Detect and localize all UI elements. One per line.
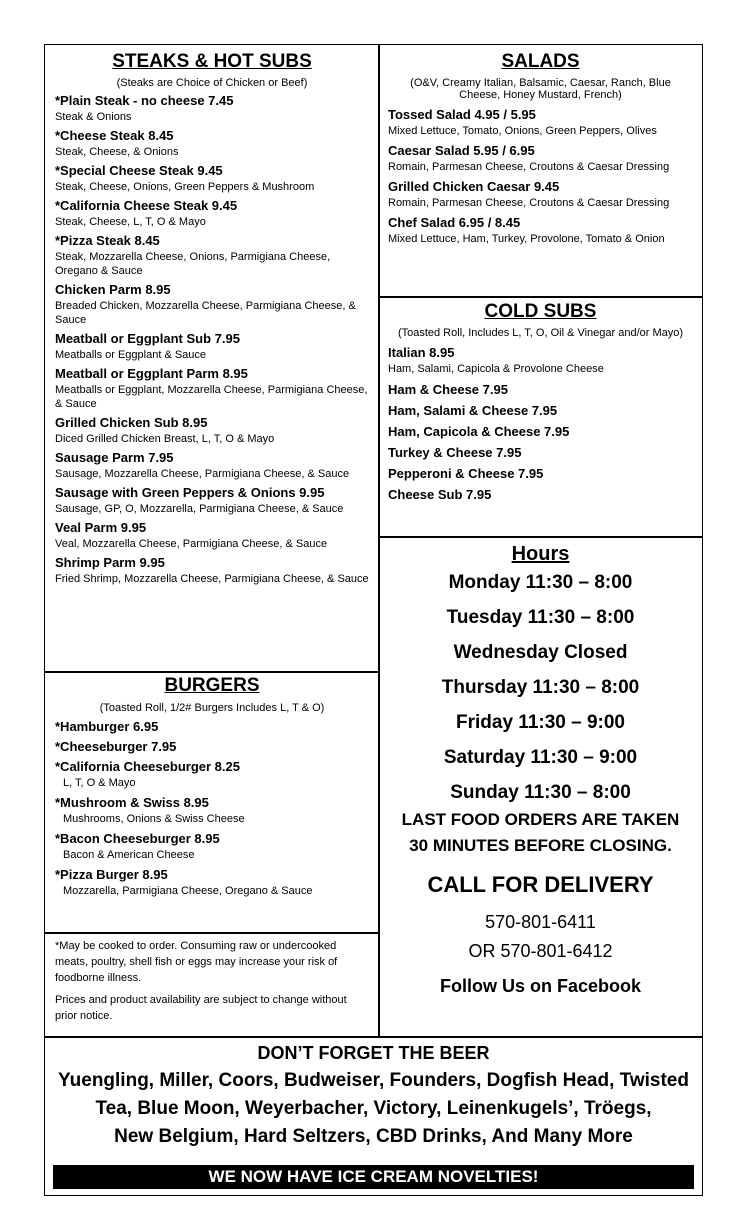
menu-item-description: Mixed Lettuce, Tomato, Onions, Green Peppers, Olives (388, 125, 657, 137)
hours-section (378, 536, 703, 1038)
cold-subs-note: (Toasted Roll, Includes L, T, O, Oil & Vinegar and/or Mayo) (397, 327, 684, 339)
hours-day: Thursday 11:30 – 8:00 (441, 677, 640, 698)
burgers-section (44, 671, 380, 934)
hours-day: Friday 11:30 – 9:00 (456, 712, 625, 733)
last-orders-line-1: LAST FOOD ORDERS ARE TAKEN (401, 810, 680, 829)
hours-title: Hours (511, 543, 570, 565)
menu-item-name: *Cheeseburger 7.95 (55, 739, 177, 754)
burgers-title: BURGERS (164, 675, 260, 696)
beer-section (44, 1036, 703, 1196)
disclaimer-prices: Prices and product availability are subject to change without prior notice. (55, 994, 347, 1022)
menu-item-description: Romain, Parmesan Cheese, Croutons & Caesar Dressing (388, 161, 670, 173)
cold-subs-list (388, 345, 693, 502)
menu-item-description: Veal, Mozzarella Cheese, Parmigiana Cheese, & Sauce (55, 538, 328, 550)
menu-item-description: Sausage, Mozzarella Cheese, Parmigiana Cheese, & Sauce (55, 468, 350, 480)
menu-item-name: Meatball or Eggplant Sub 7.95 (55, 331, 240, 346)
menu-item-name: *Pizza Burger 8.95 (55, 867, 168, 882)
menu-item-description: Steak & Onions (55, 111, 132, 123)
facebook-link[interactable]: Follow Us on Facebook (439, 976, 641, 996)
cold-subs-title: COLD SUBS (484, 301, 597, 322)
menu-item-name: Turkey & Cheese 7.95 (388, 445, 522, 460)
hours-list (385, 572, 696, 804)
steaks-list (55, 93, 369, 586)
menu-item-description: Steak, Cheese, Onions, Green Peppers & Mushroom (55, 181, 315, 193)
hours-day: Monday 11:30 – 8:00 (448, 572, 633, 593)
menu-item-name: Ham, Capicola & Cheese 7.95 (388, 424, 570, 439)
menu-item-name: *Bacon Cheeseburger 8.95 (55, 831, 220, 846)
menu-item-name: Pepperoni & Cheese 7.95 (388, 466, 544, 481)
salads-list (388, 107, 693, 246)
menu-item-name: Cheese Sub 7.95 (388, 487, 492, 502)
menu-item-name: Sausage with Green Peppers & Onions 9.95 (55, 485, 325, 500)
beer-title: DON’T FORGET THE BEER (257, 1043, 490, 1063)
hours-day: Wednesday Closed (453, 642, 628, 663)
menu-item-name: *Cheese Steak 8.45 (55, 128, 174, 143)
hours-day: Tuesday 11:30 – 8:00 (446, 607, 635, 628)
menu-item-name: Ham & Cheese 7.95 (388, 382, 508, 397)
menu-item-description: Bacon & American Cheese (63, 849, 195, 861)
burgers-list (55, 719, 369, 898)
disclaimer-health: *May be cooked to order. Consuming raw or undercooked meats, poultry, shell fish or eggs may increase your risk of foodborne illness. (55, 940, 338, 984)
call-for-delivery: CALL FOR DELIVERY (427, 872, 654, 897)
menu-item-description: Diced Grilled Chicken Breast, L, T, O & Mayo (55, 433, 275, 445)
menu-item-name: *Pizza Steak 8.45 (55, 233, 160, 248)
menu-item-description: Mixed Lettuce, Ham, Turkey, Provolone, Tomato & Onion (388, 233, 665, 245)
menu-item-name: *California Cheeseburger 8.25 (55, 759, 240, 774)
menu-item-description: Steak, Mozzarella Cheese, Onions, Parmigiana Cheese, Oregano & Sauce (55, 251, 331, 277)
menu-item-description: Breaded Chicken, Mozzarella Cheese, Parmigiana Cheese, & Sauce (55, 300, 356, 326)
menu-item-name: Shrimp Parm 9.95 (55, 555, 165, 570)
phone-number-1[interactable]: 570-801-6411 (485, 912, 596, 932)
menu-item-name: Veal Parm 9.95 (55, 520, 147, 535)
menu-item-name: *Hamburger 6.95 (55, 719, 159, 734)
steaks-note: (Steaks are Choice of Chicken or Beef) (116, 77, 308, 89)
menu-item-name: Grilled Chicken Caesar 9.45 (388, 179, 560, 194)
menu-item-description: Fried Shrimp, Mozzarella Cheese, Parmigiana Cheese, & Sauce (55, 573, 369, 585)
menu-item-description: Romain, Parmesan Cheese, Croutons & Caesar Dressing (388, 197, 670, 209)
cold-subs-section (378, 296, 703, 538)
phone-number-2[interactable]: OR 570-801-6412 (468, 941, 613, 961)
ice-cream-banner (53, 1165, 694, 1189)
hours-day: Saturday 11:30 – 9:00 (443, 747, 638, 768)
menu-item-name: Sausage Parm 7.95 (55, 450, 174, 465)
menu-item-name: Italian 8.95 (388, 345, 455, 360)
last-orders-line-2: 30 MINUTES BEFORE CLOSING. (409, 836, 672, 855)
beer-line-2: Tea, Blue Moon, Weyerbacher, Victory, Leinenkugels’, Tröegs, (95, 1098, 652, 1119)
menu-item-description: Meatballs or Eggplant, Mozzarella Cheese, Parmigiana Cheese, & Sauce (55, 384, 368, 410)
steaks-title: STEAKS & HOT SUBS (112, 51, 312, 72)
menu-item-name: *California Cheese Steak 9.45 (55, 198, 238, 213)
disclaimer-section (44, 932, 380, 1038)
menu-item-name: *Plain Steak - no cheese 7.45 (55, 93, 234, 108)
salads-title: SALADS (501, 51, 580, 72)
steaks-section (44, 44, 380, 673)
menu-item-description: L, T, O & Mayo (63, 777, 136, 789)
menu-item-description: Mozzarella, Parmigiana Cheese, Oregano & Sauce (63, 885, 313, 897)
hours-day: Sunday 11:30 – 8:00 (450, 782, 631, 803)
menu-item-description: Meatballs or Eggplant & Sauce (55, 349, 207, 361)
beer-line-3: New Belgium, Hard Seltzers, CBD Drinks, And Many More (114, 1126, 633, 1147)
menu-item-name: Ham, Salami & Cheese 7.95 (388, 403, 558, 418)
menu-item-name: Grilled Chicken Sub 8.95 (55, 415, 208, 430)
menu-item-description: Steak, Cheese, & Onions (55, 146, 179, 158)
ice-cream-banner-text: WE NOW HAVE ICE CREAM NOVELTIES! (208, 1167, 539, 1186)
menu-item-name: Chicken Parm 8.95 (55, 282, 171, 297)
beer-line-1: Yuengling, Miller, Coors, Budweiser, Founders, Dogfish Head, Twisted (58, 1070, 689, 1091)
menu-item-description: Steak, Cheese, L, T, O & Mayo (55, 216, 206, 228)
salads-note: (O&V, Creamy Italian, Balsamic, Caesar, Ranch, Blue Cheese, Honey Mustard, French) (410, 77, 671, 101)
menu-item-description: Mushrooms, Onions & Swiss Cheese (63, 813, 245, 825)
burgers-note: (Toasted Roll, 1/2# Burgers Includes L, T & O) (99, 702, 325, 714)
menu-item-name: *Special Cheese Steak 9.45 (55, 163, 223, 178)
menu-item-description: Ham, Salami, Capicola & Provolone Cheese (388, 363, 604, 375)
menu-item-name: Tossed Salad 4.95 / 5.95 (388, 107, 536, 122)
menu-item-name: Caesar Salad 5.95 / 6.95 (388, 143, 535, 158)
menu-item-name: *Mushroom & Swiss 8.95 (55, 795, 209, 810)
menu-item-name: Chef Salad 6.95 / 8.45 (388, 215, 521, 230)
salads-section (378, 44, 703, 298)
menu-item-name: Meatball or Eggplant Parm 8.95 (55, 366, 248, 381)
menu-item-description: Sausage, GP, O, Mozzarella, Parmigiana Cheese, & Sauce (55, 503, 344, 515)
